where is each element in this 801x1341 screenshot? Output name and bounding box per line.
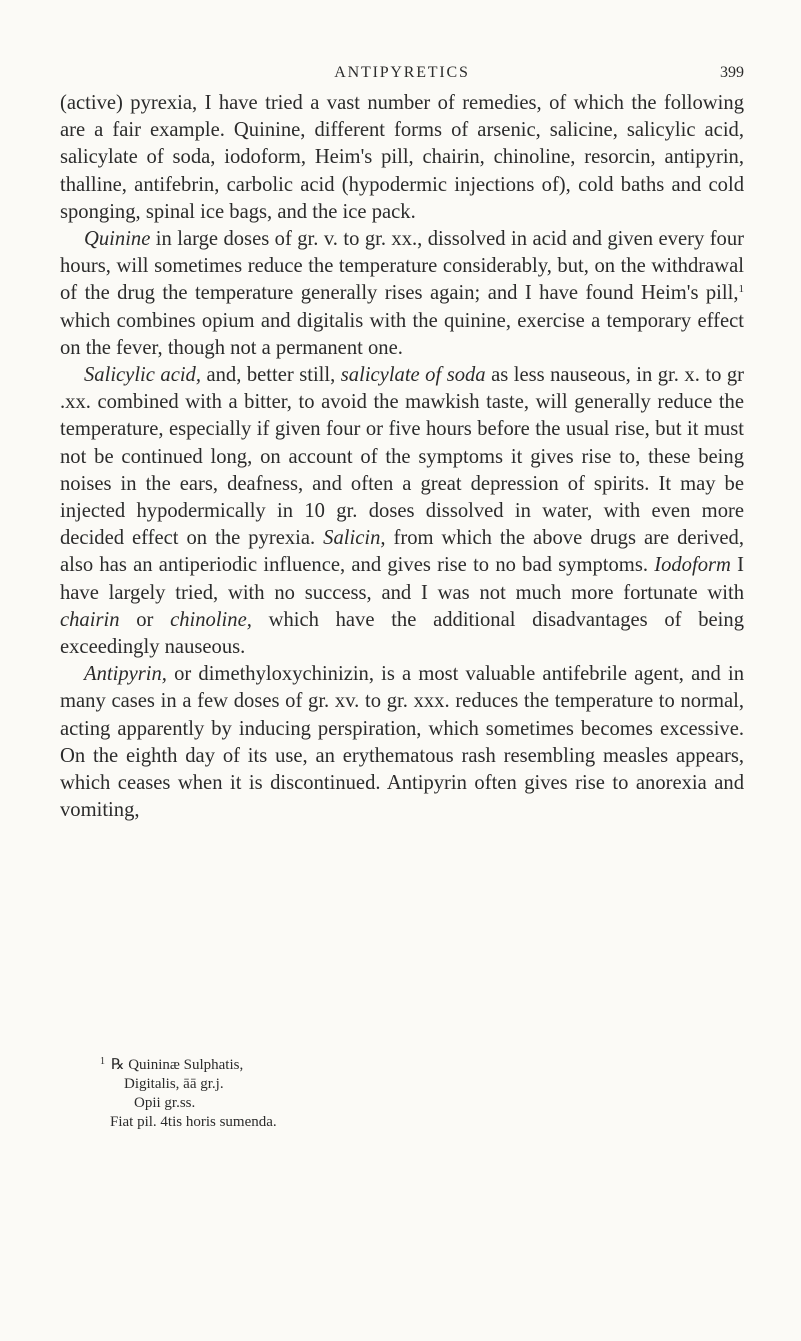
paragraph-text: or dimethyloxychinizin, is a most valuable antifebrile agent, and in many cases in a few doses of gr. xv. to gr. xxx. reduces the temperature to normal, acting apparently by inducing perspiration, which sometimes becomes excessive. On the eighth day of its use, an erythematous rash resembling measles appears, which ceases when it is discontinued. Antipyrin often gives rise to anorexia and vomiting, [60,663,744,822]
footnote [100,1052,620,1132]
paragraph-text: which combines opium and digitalis with the quinine, exercise a temporary effect on the fever, though not a permanent one. [60,309,744,359]
term-salicylic-acid: Salicylic acid, [84,364,201,387]
paragraph-quinine [60,226,744,362]
paragraph-text: from which the above drugs are derived, also has an antiperiodic influence, and gives rise to no bad symptoms. [60,527,745,577]
term-antipyrin: Antipyrin, [84,663,167,686]
term-chairin: chairin [60,608,120,631]
paragraph-text: which have the additional disadvantages of being exceedingly nauseous. [60,608,744,659]
paragraph-text: in large doses of gr. v. to gr. xx., dissolved in acid and given every four hours, will sometimes reduce the temperature considerably, but, on the withdrawal of the drug the temperature generally rises again; and I have found Heim's pill, [60,228,744,305]
footnote-line [100,1052,620,1075]
term-iodoform: Iodoform [654,554,731,577]
term-chinoline: chinoline, [170,608,252,631]
term-quinine: Quinine [84,228,151,251]
term-salicin: Salicin, [323,527,386,550]
running-title: ANTIPYRETICS [334,64,470,81]
paragraph-text: I have largely tried, with no success, and I was not much more fortunate with [60,554,744,604]
term-salicylate-of-soda: salicylate of soda [340,364,486,387]
page-number: 399 [720,64,744,81]
footnote-text: ℞ Quininæ Sulphatis, [111,1057,244,1073]
footnote-reference[interactable]: 1 [738,283,744,296]
footnote-mark: 1 [100,1056,105,1067]
footnote-line: Digitalis, āā gr.j. [124,1076,224,1092]
paragraph-salicylic [60,362,744,661]
body-text [60,90,744,824]
paragraph-text: (active) pyrexia, I have tried a vast number of remedies, of which the following are a fair example. Quinine, different forms of arsenic, salicine, salicylic acid, salicylate of soda, iodoform, Heim's pill, chairin, chinoline, resorcin, antipyrin, thalline, antifebrin, carbolic acid (hypodermic injections of), cold baths and cold sponging, spinal ice bags, and the ice pack. [60,92,744,223]
paragraph-text: or [119,608,171,631]
paragraph-remedies [60,90,744,226]
paragraph-text: as less nauseous, in gr. x. to gr .xx. combined with a bitter, to avoid the mawkish taste, will generally reduce the temperature, especially if given four or five hours before the usual rise, but it must not be continued long, on account of the symptoms it gives rise to, these being noises in the ears, deafness, and often a great depression of spirits. It may be injected hypodermically in 10 gr. doses dissolved in water, with even more decided effect on the pyrexia. [60,364,745,550]
paragraph-antipyrin [60,661,744,824]
footnote-line: Fiat pil. 4tis horis sumenda. [110,1114,277,1130]
running-head [60,64,744,88]
paragraph-text: and, better still, [201,364,341,387]
footnote-line: Opii gr.ss. [134,1095,196,1111]
